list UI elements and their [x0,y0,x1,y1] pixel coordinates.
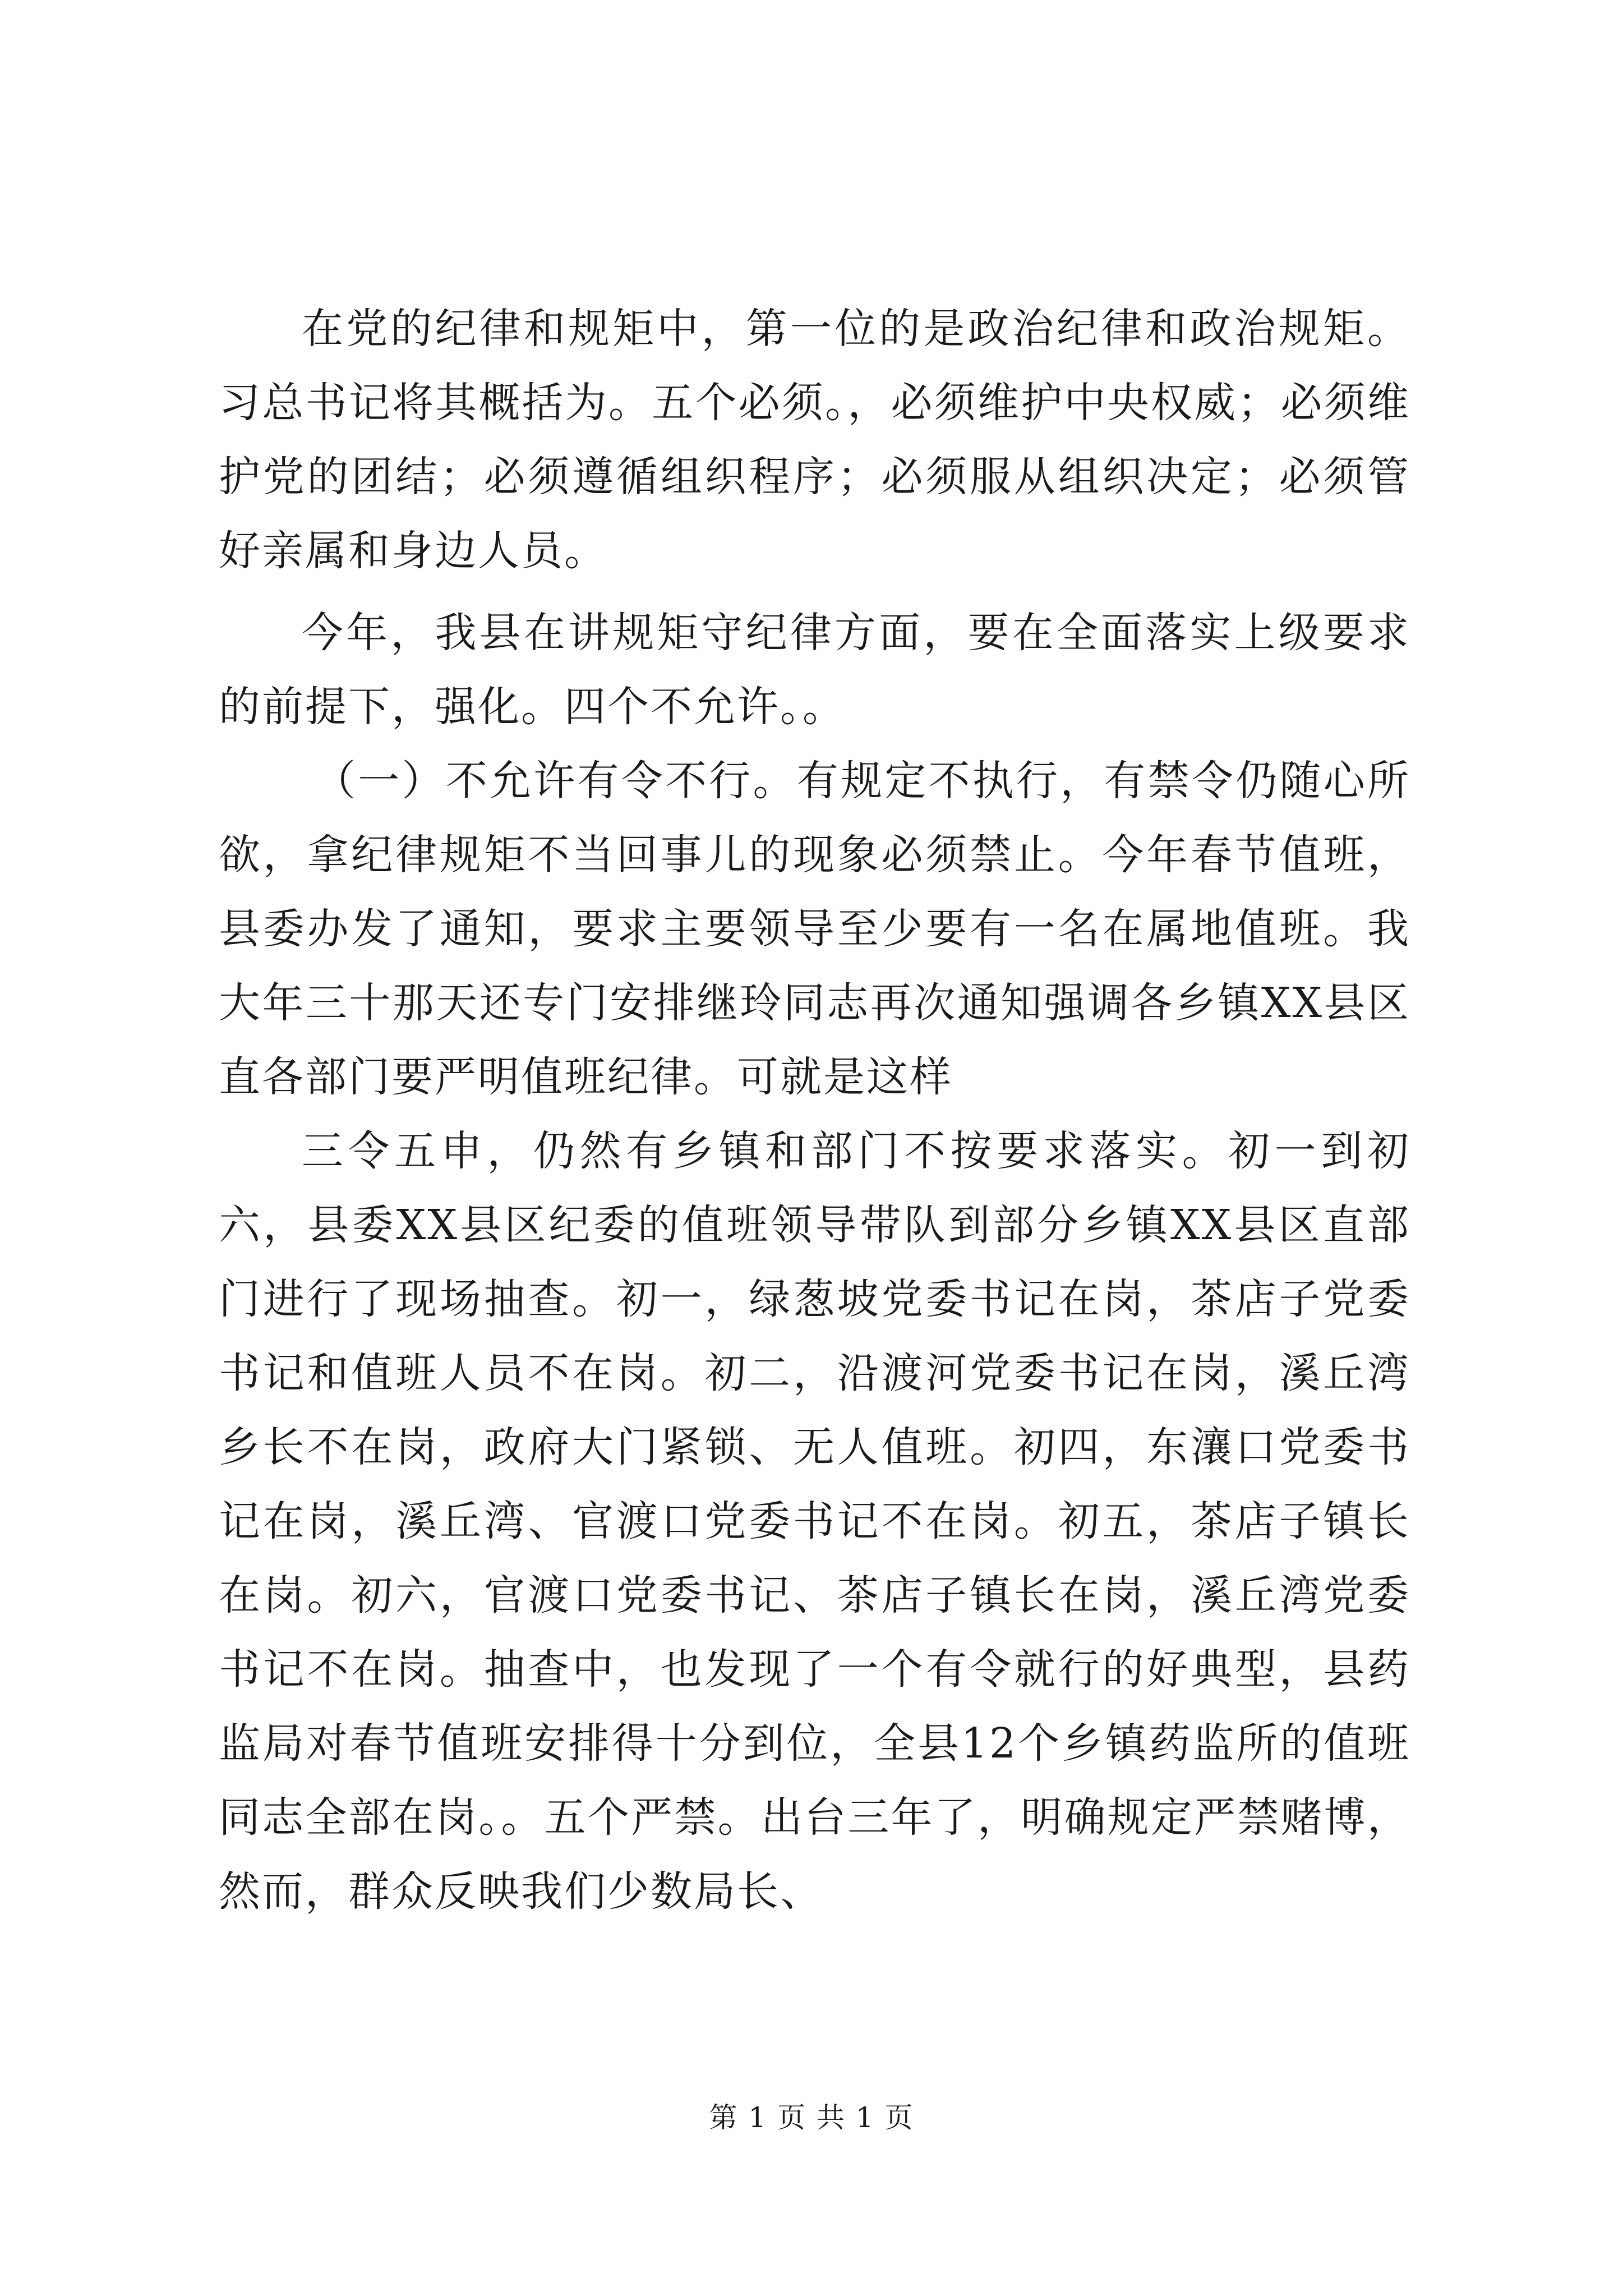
document-body [219,292,1410,1929]
page-footer: 第 1 页 共 1 页 [709,2101,914,2134]
paragraph-political-discipline: 在党的纪律和规矩中，第一位的是政治纪律和政治规矩。习总书记将其概括为。五个必须。，必须维护中央权威；必须维护党的团结；必须遵循组织程序；必须服从组织决定；必须管好亲属和身边人员。 [219,305,1410,575]
paragraph-item-one: （一）不允许有令不行。有规定不执行，有禁令仍随心所欲，拿纪律规矩不当回事儿的现象必须禁止。今年春节值班，县委办发了通知，要求主要领导至少要有一名在属地值班。我大年三十那天还专门安排继玲同志再次通知强调各乡镇XX县区直各部门要严明值班纪律。可就是这样 [219,757,1410,1101]
paragraph-four-not-allowed: 今年，我县在讲规矩守纪律方面，要在全面落实上级要求的前提下，强化。四个不允许。。 [219,609,1410,731]
paragraph-spot-check: 三令五申，仍然有乡镇和部门不按要求落实。初一到初六，县委XX县区纪委的值班领导带队到部分乡镇XX县区直部门进行了现场抽查。初一，绿葱坡党委书记在岗，茶店子党委书记和值班人员不在岗。初二，沿渡河党委书记在岗，溪丘湾乡长不在岗，政府大门紧锁、无人值班。初四，东瀼口党委书记在岗，溪丘湾、官渡口党委书记不在岗。初五，茶店子镇长在岗。初六，官渡口党委书记、茶店子镇长在岗，溪丘湾党委书记不在岗。抽查中，也发现了一个有令就行的好典型，县药监局对春节值班安排得十分到位，全县12个乡镇药监所的值班同志全部在岗。。五个严禁。出台三年了，明确规定严禁赌博，然而，群众反映我们少数局长、 [219,1127,1410,1916]
